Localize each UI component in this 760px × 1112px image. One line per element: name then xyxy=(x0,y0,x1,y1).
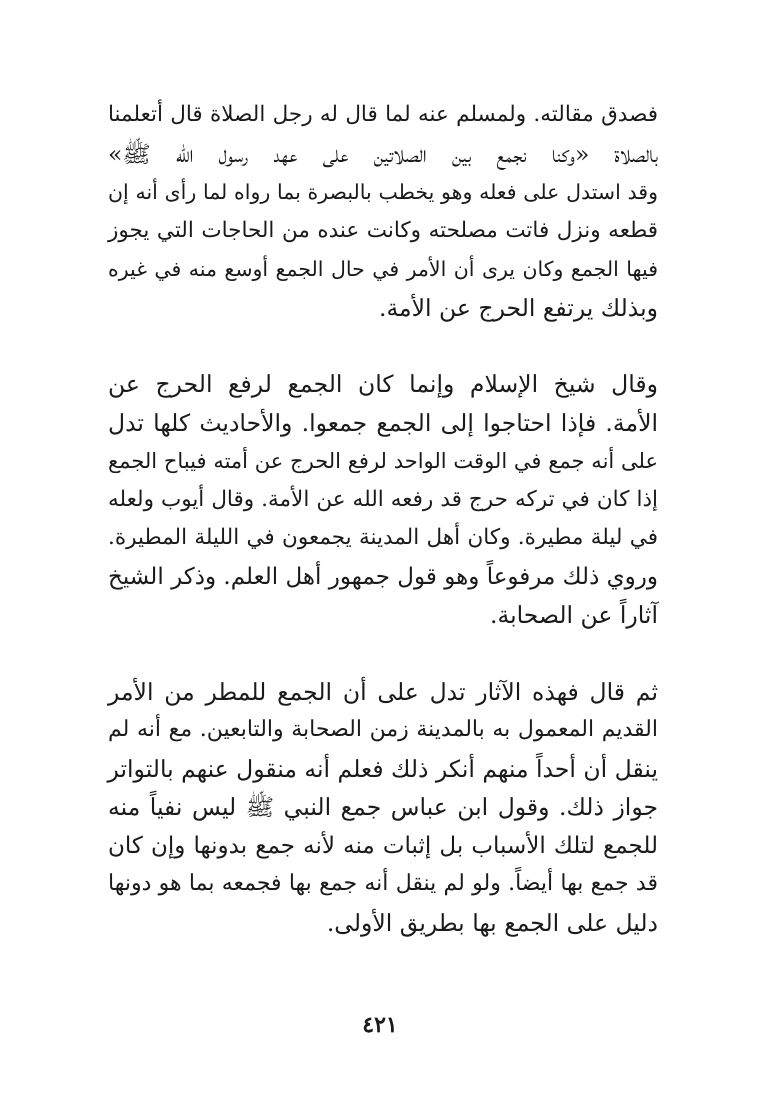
text-line: الأمة. فإذا احتاجوا إلى الجمع جمعوا. والأحاديث كلها تدل xyxy=(108,408,658,437)
page-number: ٤٢١ xyxy=(362,1012,398,1038)
text-line: على أنه جمع في الوقت الواحد لرفع الحرج عن أمته فيباح الجمع xyxy=(108,449,658,473)
paragraph-2 xyxy=(108,365,658,635)
text-line: إذا كان في تركه حرج قد رفعه الله عن الأمة. وقال أيوب ولعله xyxy=(108,486,658,512)
text-line: فصدق مقالته. ولمسلم عنه لما قال له رجل الصلاة قال أتعلمنا xyxy=(108,102,658,127)
text-line: وقد استدل على فعله وهو يخطب بالبصرة بما رواه لما رأى أنه إن xyxy=(108,180,658,204)
paragraph-1 xyxy=(108,96,658,327)
page-body xyxy=(108,96,658,942)
paragraph-spacer xyxy=(108,327,658,365)
text-line: وبذلك يرتفع الحرج عن الأمة. xyxy=(378,293,658,322)
text-line: في ليلة مطيرة. وكان أهل المدينة يجمعون في الليلة المطيرة. xyxy=(108,525,658,550)
text-line: القديم المعمول به بالمدينة زمن الصحابة والتابعين. مع أنه لم xyxy=(108,717,658,742)
paragraph-spacer xyxy=(108,635,658,673)
paragraph-3 xyxy=(108,673,658,943)
text-line: بالصلاة «وكنا نجمع بين الصلاتين على عهد رسول الله ﷺ» xyxy=(108,139,658,168)
text-line: وروي ذلك مرفوعاً وهو قول جمهور أهل العلم. وذكر الشيخ xyxy=(108,563,658,590)
text-line: فيها الجمع وكان يرى أن الأمر في حال الجمع أوسع منه في غيره xyxy=(108,257,658,281)
text-line: قطعه ونزل فاتت مصلحته وكانت عنده من الحاجات التي يجوز xyxy=(108,217,658,243)
text-line: ثم قال فهذه الآثار تدل على أن الجمع للمطر من الأمر xyxy=(108,677,658,706)
text-line: قد جمع بها أيضاً. ولو لم ينقل أنه جمع بها فجمعه بما هو دونها xyxy=(108,871,658,896)
text-line: دليل على الجمع بها بطريق الأولى. xyxy=(326,908,658,937)
text-line: ينقل أن أحداً منهم أنكر ذلك فعلم أنه منقول عنهم بالتواتر xyxy=(107,754,658,783)
text-line: جواز ذلك. وقول ابن عباس جمع النبي ﷺ ليس نفياً منه xyxy=(108,793,658,821)
text-line: وقال شيخ الإسلام وإنما كان الجمع لرفع الحرج عن xyxy=(108,370,658,398)
text-line: آثاراً عن الصحابة. xyxy=(490,601,658,629)
text-line: للجمع لتلك الأسباب بل إثبات منه لأنه جمع بدونها وإن كان xyxy=(108,832,658,859)
